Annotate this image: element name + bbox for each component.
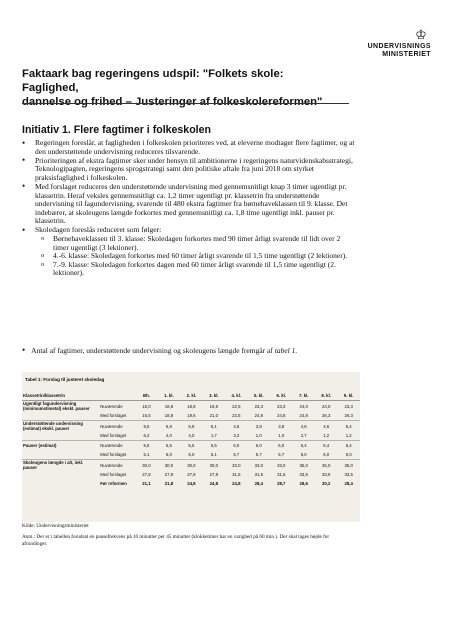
table-row bbox=[22, 479, 360, 488]
table-cell: 1,0 bbox=[278, 433, 285, 438]
table-cell: 5,5 bbox=[180, 441, 202, 451]
bullet-icon: • bbox=[22, 345, 26, 355]
column-header: 5. kl. bbox=[248, 390, 270, 401]
table-cell: 6,0 bbox=[300, 452, 307, 457]
table-cell: 4,0 bbox=[188, 433, 195, 438]
table-cell: 5,0 bbox=[188, 452, 195, 457]
table-cell: 21,1 bbox=[142, 481, 151, 486]
logo-line-2: MINISTERIET bbox=[382, 51, 431, 58]
table-cell: 5,5 bbox=[203, 441, 225, 451]
table-cell: 16,5 bbox=[142, 413, 151, 418]
table-cell: 23,3 bbox=[248, 401, 270, 412]
row-sublabel: Nuværende bbox=[99, 460, 135, 471]
table-cell: 30,0 bbox=[180, 460, 202, 471]
table-cell: 6,0 bbox=[225, 441, 247, 451]
table-cell: 4,6 bbox=[315, 421, 337, 432]
table-caption: Tabel 1: Forslag til justeret skoledag bbox=[25, 377, 105, 382]
table-cell: 5,5 bbox=[158, 441, 180, 451]
table-cell: 28,6 bbox=[299, 481, 308, 486]
table-cell: 33,5 bbox=[299, 472, 308, 477]
table-row bbox=[22, 401, 360, 412]
column-header: 2. kl. bbox=[180, 390, 202, 401]
sub-bullet-item: o Børnehaveklassen til 3. klasse: Skoledagen forkortes med 90 timer årligt svarende til lidt over 2 timer ugentligt (3 lektioner). bbox=[41, 235, 357, 252]
sub-bullet-item: o 7.-9. klasse: Skoledagen forkortes dagen med 60 timer årligt svarende til 1,5 time ugentligt (2. lektioner). bbox=[41, 261, 357, 278]
title-line-1: Faktaark bag regeringens udspil: "Folkets skole: Faglighed, bbox=[22, 68, 284, 94]
sub-bullet-list bbox=[41, 235, 357, 278]
row-label bbox=[22, 431, 99, 441]
table-cell: 28,7 bbox=[277, 481, 286, 486]
table-cell: 24,0 bbox=[315, 401, 337, 412]
table-cell: 1,0 bbox=[255, 433, 262, 438]
table-row bbox=[22, 470, 360, 479]
row-sublabel: Med forslaget bbox=[100, 433, 127, 438]
row-label: Understøttende undervisning (estimat) ekskl. pauser bbox=[22, 421, 99, 432]
row-sublabel: Med forslaget bbox=[100, 452, 127, 457]
table-header-row bbox=[22, 390, 360, 401]
table-cell: 6,4 bbox=[315, 441, 337, 451]
table-cell: 5,1 bbox=[210, 452, 217, 457]
table-cell: 22,5 bbox=[225, 401, 247, 412]
table-cell: 18,8 bbox=[180, 401, 202, 412]
bullet-item bbox=[22, 226, 357, 278]
table-cell: 24,8 bbox=[187, 481, 196, 486]
table-cell: 27,8 bbox=[187, 472, 196, 477]
table-cell: 30,0 bbox=[135, 460, 157, 471]
column-header: 3. kl. bbox=[203, 390, 225, 401]
table-cell: 33,0 bbox=[225, 460, 247, 471]
table-cell: 5,1 bbox=[203, 421, 225, 432]
table-cell: 1,2 bbox=[323, 433, 330, 438]
title-line-2: dannelse og frihed – Justeringer af folkeskolereformen" bbox=[22, 96, 323, 108]
row-sublabel: Nuværende bbox=[99, 441, 135, 451]
column-header: 7. kl. bbox=[292, 390, 314, 401]
data-table bbox=[22, 390, 360, 488]
table-cell: 26,3 bbox=[322, 413, 331, 418]
table-cell: 5,1 bbox=[143, 452, 150, 457]
title-divider bbox=[22, 103, 349, 104]
table-cell: 27,8 bbox=[142, 472, 151, 477]
table-cell: 23,3 bbox=[337, 401, 360, 412]
source-note: Kilde: Undervisningsministeriet bbox=[22, 523, 89, 529]
table-cell: 33,0 bbox=[270, 460, 292, 471]
table-cell: 3,3 bbox=[233, 433, 240, 438]
table-cell: 5,5 bbox=[135, 441, 157, 451]
table-cell: 31,5 bbox=[277, 472, 286, 477]
final-bullet-text: Antal af fagtimer, understøttende undervisning og skoleugens længde fremgår af bbox=[31, 346, 275, 355]
table-cell: 24,8 bbox=[299, 413, 308, 418]
table-cell: 24,8 bbox=[277, 413, 286, 418]
table-cell: 9,5 bbox=[135, 421, 157, 432]
table-cell: 35,0 bbox=[337, 460, 360, 471]
row-label bbox=[22, 470, 99, 479]
table-cell: 24,8 bbox=[209, 481, 219, 486]
table-cell: 28,4 bbox=[344, 481, 353, 486]
row-sublabel: Før reformen bbox=[100, 481, 127, 486]
row-label: Ugentligt fagundervisning (minimumstimetal) ekskl. pauser bbox=[22, 401, 99, 412]
table-cell: 27,8 bbox=[164, 472, 174, 477]
table-cell: 30,2 bbox=[322, 481, 331, 486]
table-cell: 6,0 bbox=[270, 441, 292, 451]
row-label bbox=[22, 450, 99, 460]
table-cell: 22,5 bbox=[232, 413, 241, 418]
logo-line-1: UNDERVISNINGS bbox=[367, 43, 431, 50]
table-cell: 1,2 bbox=[345, 433, 352, 438]
table-row bbox=[22, 411, 360, 421]
table-cell: 23,3 bbox=[270, 401, 292, 412]
table-cell: 5,7 bbox=[255, 452, 262, 457]
row-sublabel: Med forslaget bbox=[100, 413, 127, 418]
sub-bullet-item: o 4.-6. klasse: Skoledagen forkortes med 60 timer årligt svarende til 1,5 time ugentligt (2 lektioner). bbox=[41, 252, 357, 261]
table-panel bbox=[22, 372, 360, 522]
table-cell: 15,0 bbox=[135, 401, 157, 412]
column-header: 6. kl. bbox=[270, 390, 292, 401]
table-cell: 3,8 bbox=[248, 421, 270, 432]
column-header: 4. kl. bbox=[225, 390, 247, 401]
table-cell: 26,3 bbox=[344, 413, 353, 418]
table-cell: 6,4 bbox=[292, 441, 314, 451]
row-label bbox=[22, 411, 99, 421]
table-cell: 6,0 bbox=[323, 452, 330, 457]
final-bullet bbox=[22, 345, 357, 355]
table-cell: 30,0 bbox=[158, 460, 180, 471]
logo bbox=[368, 28, 431, 59]
table-cell: 18,8 bbox=[164, 413, 174, 418]
row-sublabel: Nuværende bbox=[99, 421, 135, 432]
table-cell: 6,0 bbox=[248, 441, 270, 451]
table-cell: 21,0 bbox=[209, 413, 219, 418]
bullet-item: • Regeringen foreslår, at fagligheden i folkeskolen prioriteres ved, at eleverne modtager flere fagtimer, og at den understøttende undervisning reduceres tilsvarende. bbox=[22, 139, 357, 156]
table-cell: 21,8 bbox=[164, 481, 174, 486]
column-header bbox=[99, 390, 135, 401]
table-cell: 31,5 bbox=[254, 472, 263, 477]
row-sublabel: Nuværende bbox=[99, 401, 135, 412]
table-cell: 4,6 bbox=[292, 421, 314, 432]
table-cell: 6,0 bbox=[345, 452, 352, 457]
footnote: Anm.: Der er i tabellen forudsat en pausefrekvens på 10 minutter per 45 minutter (klokketimer har en varighed på 60 min.). Der skal tages højde for afrundinger. bbox=[22, 534, 330, 547]
row-label: Skoleugens længde i alt, inkl. pauser bbox=[22, 460, 99, 471]
table-cell: 19,5 bbox=[203, 401, 225, 412]
table-row bbox=[22, 460, 360, 471]
table-cell: 6,4 bbox=[337, 441, 360, 451]
table-cell: 19,6 bbox=[187, 413, 196, 418]
row-label bbox=[22, 479, 99, 488]
column-header: 9. kl. bbox=[337, 390, 360, 401]
column-header: Bh. bbox=[135, 390, 157, 401]
table-cell: 1,7 bbox=[210, 433, 217, 438]
table-cell: 5,7 bbox=[278, 452, 285, 457]
table-cell: 18,8 bbox=[158, 401, 180, 412]
table-cell: 27,8 bbox=[209, 472, 219, 477]
column-header: 1. kl. bbox=[158, 390, 180, 401]
bullet-text: Skoledagen foreslås reduceret som følger: bbox=[35, 225, 162, 235]
table-cell: 4,0 bbox=[165, 433, 172, 438]
column-header: Klassetrin/klassetrin bbox=[22, 390, 99, 401]
table-cell: 2,7 bbox=[300, 433, 307, 438]
table-cell: 4,5 bbox=[225, 421, 247, 432]
table-cell: 5,7 bbox=[233, 452, 240, 457]
body-text bbox=[22, 139, 357, 279]
table-cell: 24,8 bbox=[254, 413, 263, 418]
table-cell: 31,5 bbox=[232, 472, 241, 477]
table-cell: 6,2 bbox=[143, 433, 150, 438]
table-row bbox=[22, 441, 360, 451]
table-cell: 24,8 bbox=[232, 481, 241, 486]
table-cell: 5,4 bbox=[337, 421, 360, 432]
table-reference: tabel 1. bbox=[274, 346, 298, 355]
table-cell: 28,4 bbox=[254, 481, 263, 486]
row-sublabel: Med forslaget bbox=[100, 472, 127, 477]
section-heading: Initiativ 1. Flere fagtimer i folkeskolen bbox=[22, 124, 211, 136]
table-cell: 33,5 bbox=[322, 472, 331, 477]
table-cell: 3,8 bbox=[270, 421, 292, 432]
table-cell: 30,0 bbox=[203, 460, 225, 471]
table-cell: 5,8 bbox=[158, 421, 180, 432]
bullet-item: • Prioriteringen af ekstra fagtimer sker under hensyn til ambitionerne i regeringens naturvidenskabsstrategi, Teknologipagten, regeringens sprogstrategi samt den politiske aftale fra juni 2018 om styrket praksisfaglighed i folkeskolen. bbox=[22, 157, 357, 183]
bullet-list bbox=[22, 139, 357, 278]
table-cell: 35,0 bbox=[315, 460, 337, 471]
table-row bbox=[22, 421, 360, 432]
crown-icon: ♔ bbox=[415, 27, 427, 42]
column-header: 8. kl. bbox=[315, 390, 337, 401]
table-row bbox=[22, 450, 360, 460]
table-cell: 33,0 bbox=[248, 460, 270, 471]
table-cell: 5,0 bbox=[165, 452, 172, 457]
table-cell: 5,8 bbox=[180, 421, 202, 432]
table-cell: 35,0 bbox=[292, 460, 314, 471]
row-label: Pauser (estimat) bbox=[22, 441, 99, 451]
bullet-item: • Med forslaget reduceres den understøttende undervisning med gennemsnitligt knap 3 timer ugentligt pr. klassetrin. Heraf veksles gennemsnitligt ca. 1,2 timer ugentligt pr. klassetrin fra understøttende undervisning til fagundervisning, svarende til 480 ekstra fagtimer fra børnehaveklassen til 9. klasse. Det indebærer, at skoleugens længde forkortes med gennemsnitligt ca. 1,8 time ugentligt inkl. pauser pr. klassetrin. bbox=[22, 183, 357, 226]
table-cell: 24,0 bbox=[292, 401, 314, 412]
table-cell: 33,5 bbox=[344, 472, 353, 477]
table-row bbox=[22, 431, 360, 441]
